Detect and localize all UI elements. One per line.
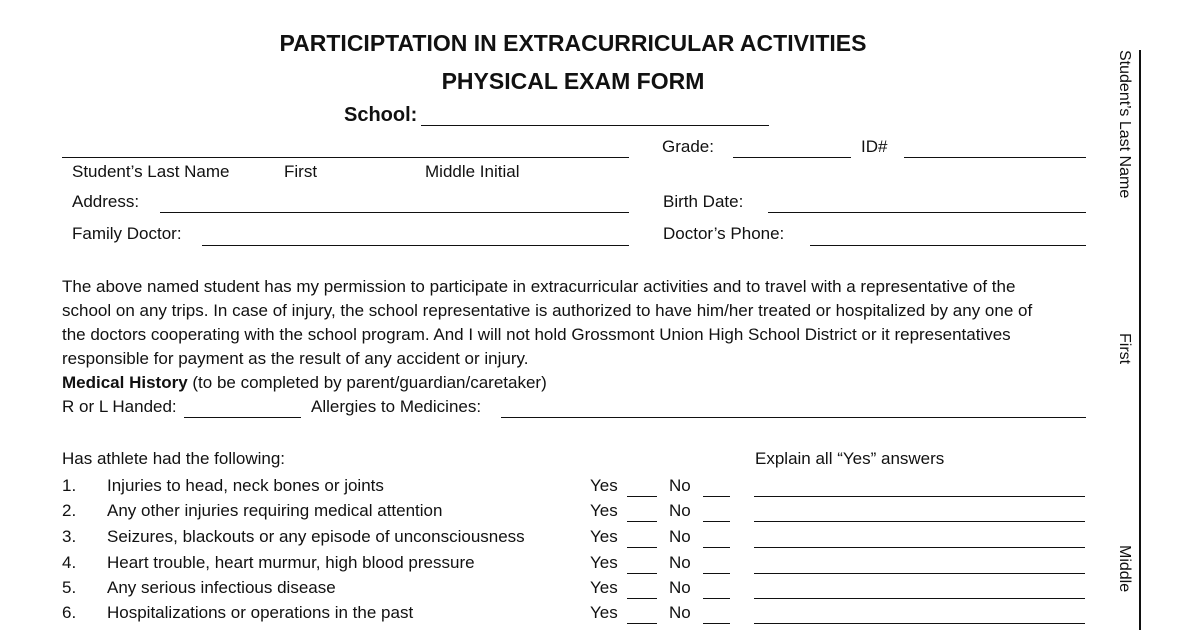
yes-answer-field[interactable] bbox=[627, 623, 657, 624]
grade-label: Grade: bbox=[662, 137, 714, 156]
permission-line-2: school on any trips. In case of injury, the school representative is authorized to have him/her treated or hospitalized by any one of bbox=[62, 301, 1033, 320]
id-label: ID# bbox=[861, 137, 888, 156]
family-doctor-field[interactable] bbox=[202, 245, 629, 246]
permission-line-3: the doctors cooperating with the school program. And I will not hold Grossmont Union High School District or it representatives bbox=[62, 325, 1011, 344]
yes-label: Yes bbox=[590, 476, 618, 495]
address-label: Address: bbox=[72, 192, 140, 211]
allergies-label: Allergies to Medicines: bbox=[311, 397, 482, 416]
address-field[interactable] bbox=[160, 212, 629, 213]
yes-answer-field[interactable] bbox=[627, 496, 657, 497]
yes-answer-field[interactable] bbox=[627, 573, 657, 574]
question-text: Any other injuries requiring medical attention bbox=[107, 501, 443, 520]
family-doctor-label: Family Doctor: bbox=[72, 224, 182, 243]
side-label-first: First bbox=[1116, 333, 1133, 365]
birth-date-field[interactable] bbox=[768, 212, 1086, 213]
no-label: No bbox=[669, 527, 691, 546]
doctor-phone-label: Doctor’s Phone: bbox=[663, 224, 785, 243]
yes-answer-field[interactable] bbox=[627, 598, 657, 599]
allergies-field[interactable] bbox=[501, 417, 1086, 418]
school-field[interactable] bbox=[421, 125, 769, 126]
question-number: 4. bbox=[62, 553, 77, 572]
doctor-phone-field[interactable] bbox=[810, 245, 1086, 246]
no-label: No bbox=[669, 476, 691, 495]
handed-label: R or L Handed: bbox=[62, 397, 177, 416]
question-number: 2. bbox=[62, 501, 77, 520]
question-text: Any serious infectious disease bbox=[107, 578, 336, 597]
medical-history-note: (to be completed by parent/guardian/caretaker) bbox=[187, 373, 547, 392]
question-text: Heart trouble, heart murmur, high blood pressure bbox=[107, 553, 475, 572]
no-answer-field[interactable] bbox=[703, 521, 730, 522]
yes-label: Yes bbox=[590, 553, 618, 572]
explain-field[interactable] bbox=[754, 496, 1085, 497]
form-subtitle: PHYSICAL EXAM FORM bbox=[441, 68, 705, 94]
form-title: PARTICIPTATION IN EXTRACURRICULAR ACTIVITIES bbox=[279, 30, 867, 56]
explain-header: Explain all “Yes” answers bbox=[755, 449, 945, 468]
side-label-last-name: Student’s Last Name bbox=[1116, 50, 1133, 199]
explain-field[interactable] bbox=[754, 547, 1085, 548]
question-text: Seizures, blackouts or any episode of unconsciousness bbox=[107, 527, 525, 546]
school-label: School: bbox=[344, 104, 418, 126]
no-answer-field[interactable] bbox=[703, 598, 730, 599]
permission-line-1: The above named student has my permission to participate in extracurricular activities and to travel with a representative of the bbox=[62, 277, 1016, 296]
first-name-label: First bbox=[284, 162, 318, 181]
question-text: Injuries to head, neck bones or joints bbox=[107, 476, 384, 495]
no-label: No bbox=[669, 553, 691, 572]
explain-field[interactable] bbox=[754, 521, 1085, 522]
handed-field[interactable] bbox=[184, 417, 301, 418]
yes-label: Yes bbox=[590, 501, 618, 520]
explain-field[interactable] bbox=[754, 598, 1085, 599]
no-answer-field[interactable] bbox=[703, 623, 730, 624]
question-number: 3. bbox=[62, 527, 77, 546]
last-name-label: Student’s Last Name bbox=[72, 162, 230, 181]
no-answer-field[interactable] bbox=[703, 547, 730, 548]
no-label: No bbox=[669, 603, 691, 622]
explain-field[interactable] bbox=[754, 623, 1085, 624]
side-label-middle: Middle bbox=[1116, 545, 1133, 593]
no-answer-field[interactable] bbox=[703, 496, 730, 497]
question-number: 1. bbox=[62, 476, 77, 495]
no-label: No bbox=[669, 578, 691, 597]
question-number: 6. bbox=[62, 603, 77, 622]
yes-answer-field[interactable] bbox=[627, 521, 657, 522]
yes-answer-field[interactable] bbox=[627, 547, 657, 548]
id-field[interactable] bbox=[904, 157, 1086, 158]
yes-label: Yes bbox=[590, 603, 618, 622]
yes-label: Yes bbox=[590, 578, 618, 597]
medical-history-heading: Medical History bbox=[62, 373, 188, 392]
explain-field[interactable] bbox=[754, 573, 1085, 574]
permission-line-4: responsible for payment as the result of any accident or injury. bbox=[62, 349, 529, 368]
middle-initial-label: Middle Initial bbox=[425, 162, 520, 181]
question-number: 5. bbox=[62, 578, 77, 597]
medical-history-heading-row bbox=[62, 371, 1112, 395]
no-answer-field[interactable] bbox=[703, 573, 730, 574]
student-name-field[interactable] bbox=[62, 157, 629, 158]
side-divider bbox=[1139, 50, 1141, 630]
question-text: Hospitalizations or operations in the past bbox=[107, 603, 414, 622]
yes-label: Yes bbox=[590, 527, 618, 546]
no-label: No bbox=[669, 501, 691, 520]
questions-intro: Has athlete had the following: bbox=[62, 449, 286, 468]
grade-field[interactable] bbox=[733, 157, 851, 158]
birth-date-label: Birth Date: bbox=[663, 192, 744, 211]
